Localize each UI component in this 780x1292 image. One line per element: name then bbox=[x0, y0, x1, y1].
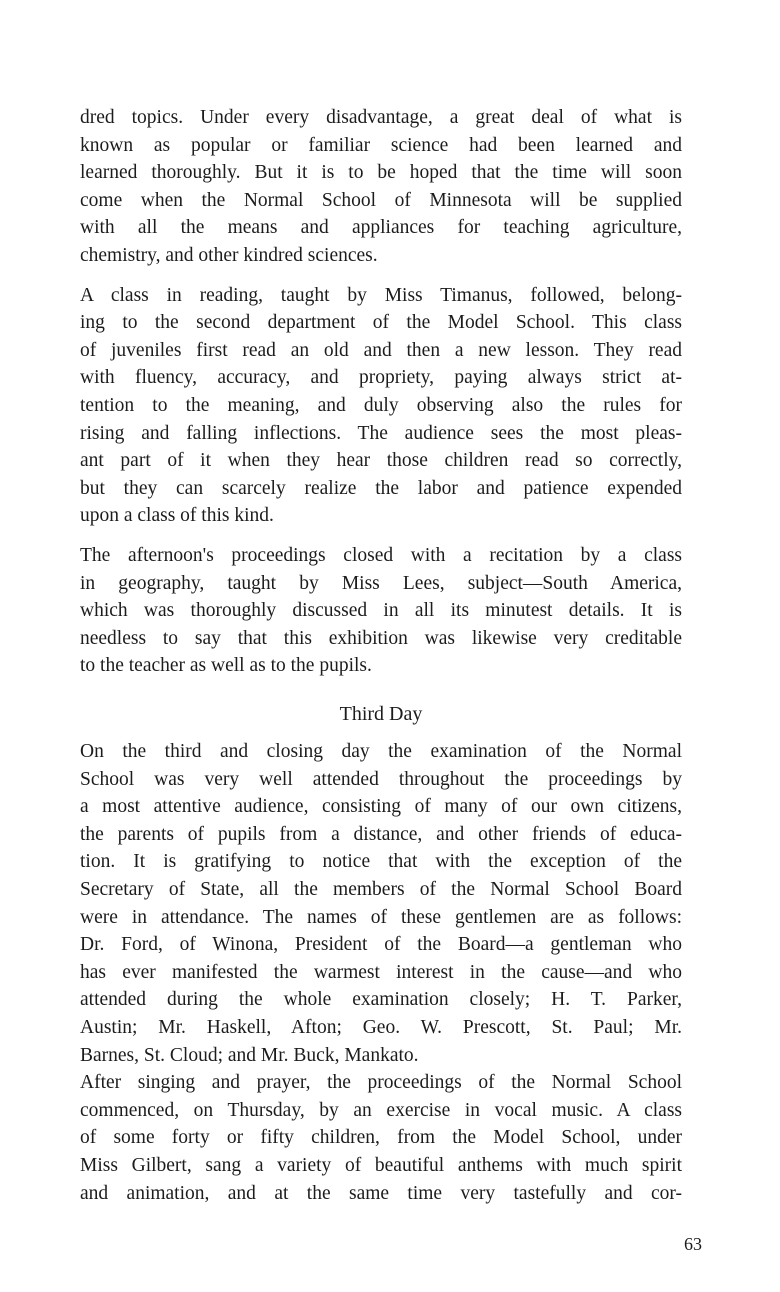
text-line: Miss Gilbert, sang a variety of beautiful anthems with much spirit bbox=[80, 1154, 682, 1176]
paragraph-2 bbox=[80, 282, 682, 530]
page-number: 63 bbox=[684, 1234, 702, 1254]
text-line: with fluency, accuracy, and propriety, paying always strict at- bbox=[80, 367, 682, 389]
text-line: Secretary of State, all the members of the Normal School Board bbox=[80, 878, 682, 900]
text-line: attended during the whole examination closely; H. T. Parker, bbox=[80, 989, 682, 1011]
text-line: Dr. Ford, of Winona, President of the Board—a gentleman who bbox=[80, 934, 682, 956]
text-line: The afternoon's proceedings closed with a recitation by a class bbox=[80, 544, 682, 566]
text-line: and animation, and at the same time very tastefully and cor- bbox=[80, 1182, 682, 1204]
text-line: Barnes, St. Cloud; and Mr. Buck, Mankato. bbox=[80, 1044, 419, 1066]
text-line: tention to the meaning, and duly observing also the rules for bbox=[80, 394, 682, 416]
text-line: the parents of pupils from a distance, and other friends of educa- bbox=[80, 823, 682, 845]
text-line: of some forty or fifty children, from the Model School, under bbox=[80, 1127, 682, 1149]
text-line: ant part of it when they hear those children read so correctly, bbox=[80, 450, 682, 472]
text-line: On the third and closing day the examination of the Normal bbox=[80, 741, 682, 762]
paragraph-3 bbox=[80, 542, 682, 680]
text-line: learned thoroughly. But it is to be hoped that the time will soon bbox=[80, 162, 682, 184]
text-line: in geography, taught by Miss Lees, subject—South America, bbox=[80, 572, 682, 594]
lower-text bbox=[80, 738, 682, 1207]
text-line: known as popular or familiar science had been learned and bbox=[80, 134, 682, 156]
paragraph-1 bbox=[80, 104, 682, 270]
text-line: were in attendance. The names of these gentlemen are as follows: bbox=[80, 906, 682, 928]
text-line: a most attentive audience, consisting of many of our own citizens, bbox=[80, 796, 682, 818]
text-line: dred topics. Under every disadvantage, a great deal of what is bbox=[80, 107, 682, 128]
text-line: A class in reading, taught by Miss Timanus, followed, belong- bbox=[80, 284, 682, 306]
text-line: which was thoroughly discussed in all its minutest details. It is bbox=[80, 600, 682, 622]
text-line: After singing and prayer, the proceedings of the Normal School bbox=[80, 1072, 682, 1094]
text-line: ing to the second department of the Model School. This class bbox=[80, 312, 682, 334]
text-line: but they can scarcely realize the labor and patience expended bbox=[80, 477, 682, 499]
text-line: tion. It is gratifying to notice that with the exception of the bbox=[80, 851, 682, 873]
text-line: come when the Normal School of Minnesota will be supplied bbox=[80, 189, 682, 211]
paragraph-4 bbox=[80, 738, 682, 1069]
text-line: of juveniles first read an old and then a new lesson. They read bbox=[80, 339, 682, 361]
upper-text bbox=[80, 104, 682, 680]
text-line: with all the means and appliances for teaching agriculture, bbox=[80, 217, 682, 239]
section-heading: Third Day bbox=[339, 703, 423, 725]
text-line: upon a class of this kind. bbox=[80, 505, 274, 527]
text-line: rising and falling inflections. The audience sees the most pleas- bbox=[80, 422, 682, 444]
text-line: commenced, on Thursday, by an exercise in vocal music. A class bbox=[80, 1099, 682, 1121]
text-line: Austin; Mr. Haskell, Afton; Geo. W. Prescott, St. Paul; Mr. bbox=[80, 1016, 682, 1038]
text-line: needless to say that this exhibition was likewise very creditable bbox=[80, 627, 682, 649]
text-line: to the teacher as well as to the pupils. bbox=[80, 655, 372, 677]
text-line: has ever manifested the warmest interest in the cause—and who bbox=[80, 961, 682, 983]
text-line: chemistry, and other kindred sciences. bbox=[80, 244, 378, 266]
paragraph-5 bbox=[80, 1069, 682, 1207]
text-line: School was very well attended throughout the proceedings by bbox=[80, 768, 682, 790]
